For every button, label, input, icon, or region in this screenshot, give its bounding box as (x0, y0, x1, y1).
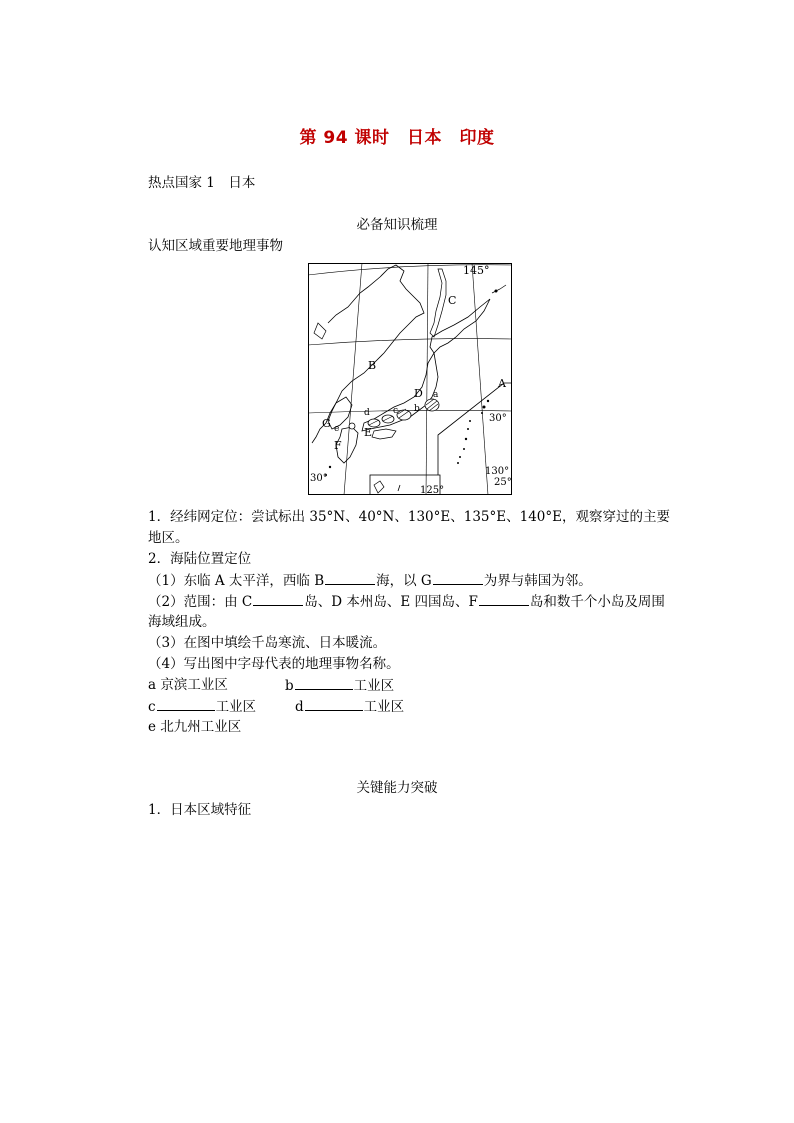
q2-2-line2: 海域组成。 (148, 614, 216, 630)
q2-1 (148, 571, 592, 590)
ind-c-prefix: c (148, 699, 156, 715)
ind-b-suffix: 工业区 (353, 678, 395, 694)
label-b: b (414, 404, 420, 414)
q2-2-line1 (148, 592, 665, 611)
q2-2-mid: 岛、D 本州岛、E 四国岛、F (304, 594, 478, 610)
q2-3: （3）在图中填绘千岛寒流、日本暖流。 (148, 635, 387, 651)
ability-1: 1．日本区域特征 (148, 802, 252, 818)
ind-d-suffix: 工业区 (363, 699, 405, 715)
industrial-area-e: e 北九州工业区 (148, 719, 242, 735)
label-145: 145° (463, 264, 490, 277)
heading-ability: 关键能力突破 (356, 780, 438, 796)
label-C: C (448, 294, 457, 307)
answer-blank-ind-c[interactable] (157, 697, 215, 711)
q2-1-suffix: 为界与韩国为邻。 (483, 573, 592, 589)
answer-blank-c[interactable] (253, 592, 303, 606)
label-125: 125° (420, 485, 445, 495)
label-A: A (498, 377, 506, 390)
industrial-area-a: a 京滨工业区 (148, 677, 228, 693)
q2-4: （4）写出图中字母代表的地理事物名称。 (148, 656, 400, 672)
q2-2-prefix: （2）范围：由 C (148, 594, 253, 610)
answer-blank-g[interactable] (433, 571, 483, 585)
page-title: 第 94 课时 日本 印度 (299, 128, 495, 148)
label-G: G (322, 417, 331, 430)
label-a: a (433, 390, 439, 400)
q1-line2: 地区。 (148, 530, 189, 546)
japan-map (308, 263, 512, 495)
ind-c-suffix: 工业区 (215, 699, 257, 715)
answer-blank-ind-b[interactable] (295, 676, 353, 690)
subheading-map: 认知区域重要地理事物 (148, 238, 283, 254)
label-130: 130° (485, 466, 510, 477)
label-D: D (414, 387, 423, 400)
label-e: e (334, 424, 340, 434)
label-E: E (364, 426, 373, 439)
label-F: F (334, 439, 342, 452)
answer-blank-ind-d[interactable] (305, 697, 363, 711)
answer-blank-f[interactable] (479, 592, 529, 606)
q2-title: 2．海陆位置定位 (148, 551, 252, 567)
label-25: 25° (494, 477, 512, 488)
heading-knowledge: 必备知识梳理 (356, 217, 438, 233)
industrial-area-c (148, 697, 256, 716)
label-B: B (368, 359, 377, 372)
ind-b-prefix: b (285, 678, 294, 694)
q2-1-mid: 海，以 G (376, 573, 432, 589)
label-30-left: 30° (310, 473, 328, 484)
q1-line1: 1．经纬网定位：尝试标出 35°N、40°N、130°E、135°E、140°E，观察穿过的主要 (148, 509, 670, 525)
label-30-right: 30° (489, 413, 507, 424)
industrial-area-b (285, 676, 394, 695)
q2-2-suffix: 岛和数千个小岛及周围 (529, 594, 665, 610)
q2-1-prefix: （1）东临 A 太平洋，西临 B (148, 573, 325, 589)
label-c: c (393, 406, 399, 416)
ind-d-prefix: d (295, 699, 304, 715)
industrial-area-d (295, 697, 404, 716)
section-country: 热点国家 1 日本 (148, 175, 256, 191)
answer-blank-b[interactable] (325, 571, 375, 585)
label-d: d (364, 408, 370, 418)
